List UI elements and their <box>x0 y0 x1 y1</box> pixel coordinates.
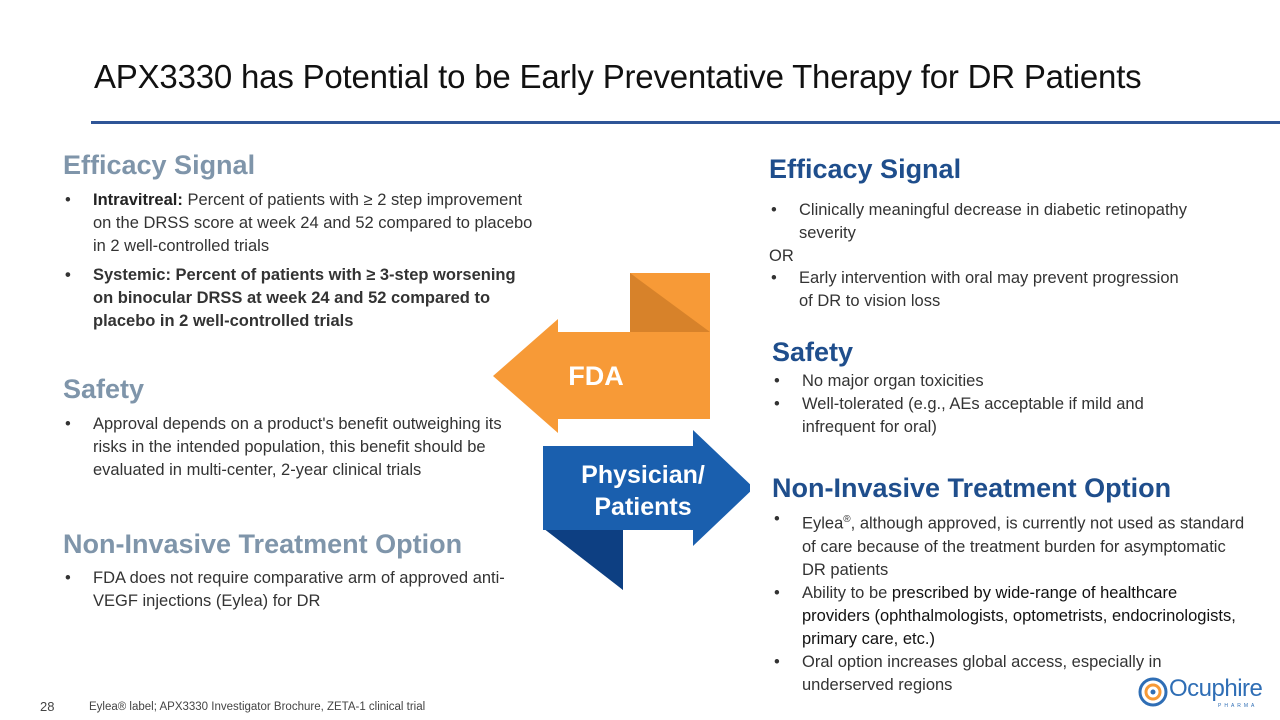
right-noninvasive-bullet-3: • Oral option increases global access, especially in underserved regions <box>772 651 1247 697</box>
eylea-text: Eylea <box>802 514 844 533</box>
arrow-graphic <box>490 270 750 600</box>
right-safety-section <box>772 337 1182 439</box>
right-efficacy-bullet-1: • Clinically meaningful decrease in diabetic retinopathy severity <box>769 199 1189 245</box>
fda-arrow-label: FDA <box>568 361 624 391</box>
left-safety-bullet-1: • Approval depends on a product's benefit outweighing its risks in the intended population, this benefit should be evaluated in multi-center, 2-year clinical trials <box>63 413 503 482</box>
right-safety-list <box>772 370 1182 439</box>
ocuphire-logo-icon <box>1138 675 1170 709</box>
right-noninvasive-bullet-1 <box>772 508 1247 582</box>
intravitreal-text: Percent of patients with ≥ 2 step improvement on the DRSS score at week 24 and 52 compared to placebo in 2 well-controlled trials <box>93 191 533 255</box>
right-efficacy-list-1 <box>769 199 1189 245</box>
left-efficacy-heading: Efficacy Signal <box>63 150 256 180</box>
left-noninvasive-heading: Non-Invasive Treatment Option <box>63 529 463 559</box>
prescribed-text: prescribed by wide-range of healthcare providers (ophthalmologists, optometrists, endocrinologists, primary care, etc.) <box>802 583 1236 648</box>
footnote: Eylea® label; APX3330 Investigator Brochure, ZETA-1 clinical trial <box>89 701 426 713</box>
ability-text: Ability to be <box>802 583 892 602</box>
page-number: 28 <box>40 699 55 714</box>
right-noninvasive-list <box>772 508 1247 697</box>
physician-arrow-label-2: Patients <box>594 493 692 521</box>
left-efficacy-bullet-1 <box>63 189 538 258</box>
right-safety-heading: Safety <box>772 337 854 367</box>
right-efficacy-list-2 <box>769 267 1189 313</box>
left-efficacy-bullet-2: • Systemic: Percent of patients with ≥ 3-step worsening on binocular DRSS at week 24 and 52 compared to placebo in 2 well-controlled trials <box>63 264 538 333</box>
right-safety-bullet-1: • No major organ toxicities <box>772 370 1182 393</box>
physician-arrow-label-1: Physician/ <box>581 461 705 489</box>
right-efficacy-bullet-2: • Early intervention with oral may prevent progression of DR to vision loss <box>769 267 1189 313</box>
eylea-rest-text: , although approved, is currently not used as standard of care because of the treatment burden for asymptomatic DR patients <box>802 514 1245 579</box>
right-noninvasive-bullet-2 <box>772 582 1247 651</box>
intravitreal-label: Intravitreal: <box>93 191 183 209</box>
title-divider <box>91 121 1280 124</box>
left-safety-section <box>63 374 503 482</box>
left-efficacy-section <box>63 150 538 339</box>
registered-mark: ® <box>843 514 851 525</box>
left-noninvasive-section <box>63 529 513 613</box>
right-efficacy-heading: Efficacy Signal <box>769 154 962 184</box>
company-logo <box>1138 672 1268 712</box>
right-noninvasive-heading: Non-Invasive Treatment Option <box>772 473 1172 503</box>
left-efficacy-list <box>63 189 538 333</box>
left-safety-heading: Safety <box>63 374 145 404</box>
left-safety-list <box>63 413 503 482</box>
slide-title: APX3330 has Potential to be Early Preventative Therapy for DR Patients <box>94 58 1142 95</box>
right-safety-bullet-2: • Well-tolerated (e.g., AEs acceptable if mild and infrequent for oral) <box>772 393 1182 439</box>
left-noninvasive-list <box>63 567 513 613</box>
right-noninvasive-section <box>772 473 1247 697</box>
logo-wordmark: Ocuphire <box>1169 675 1263 702</box>
logo-tagline: PHARMA <box>1218 703 1258 709</box>
or-separator: OR <box>769 247 794 265</box>
left-noninvasive-bullet-1: • FDA does not require comparative arm of approved anti-VEGF injections (Eylea) for DR <box>63 567 513 613</box>
right-efficacy-section <box>769 154 1189 313</box>
